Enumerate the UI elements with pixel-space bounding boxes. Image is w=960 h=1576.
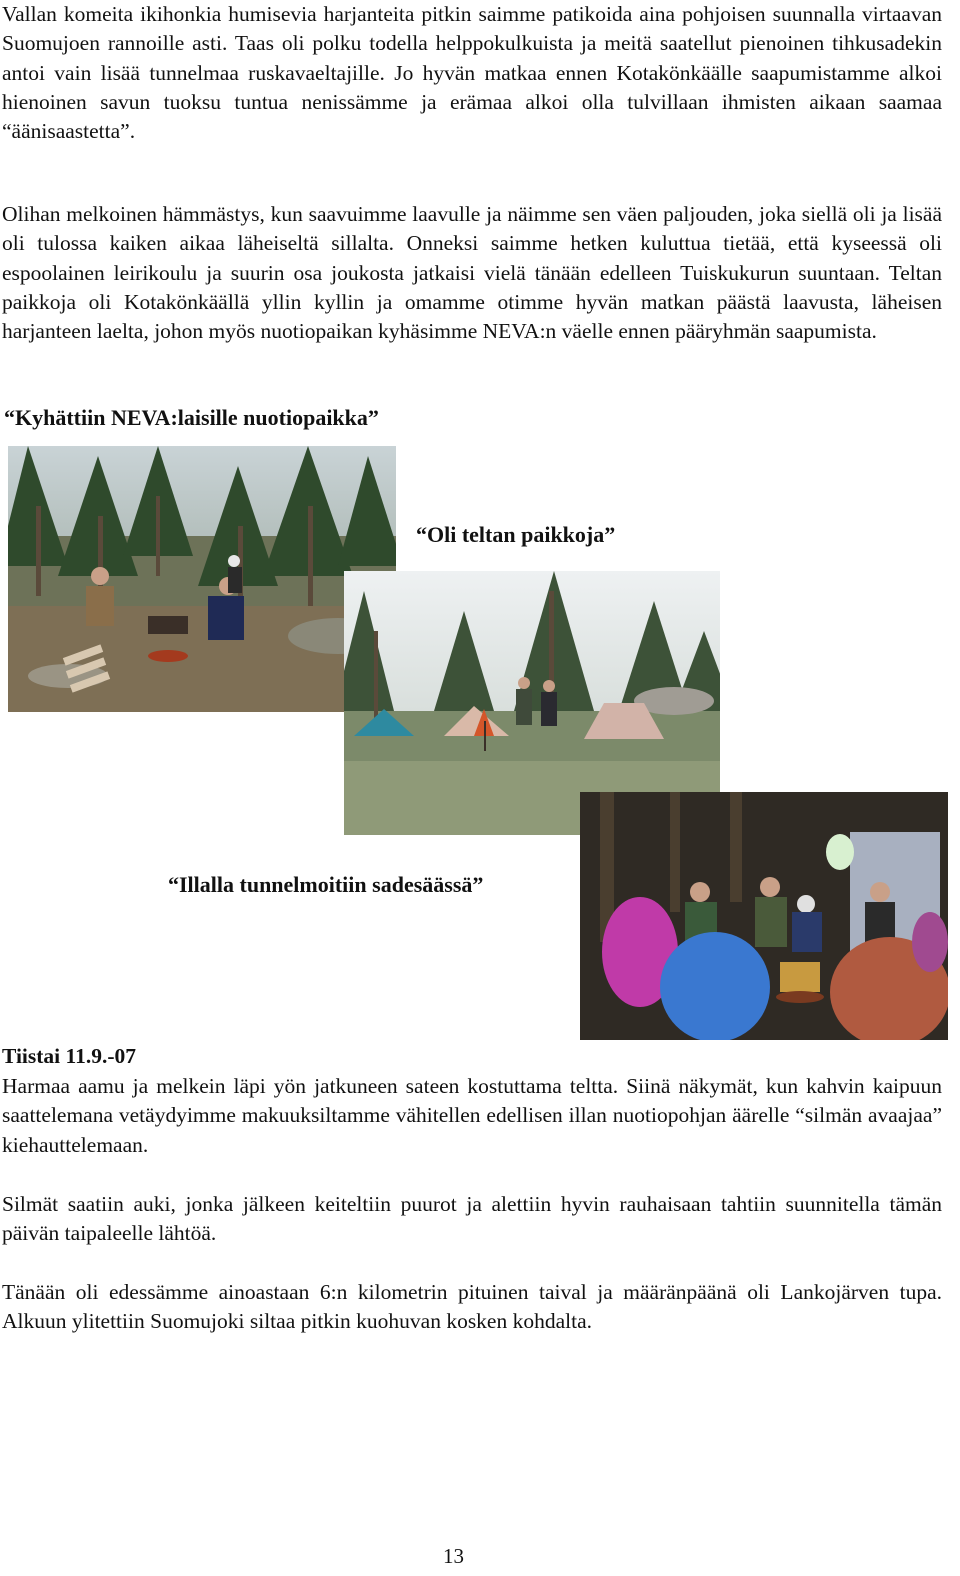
campfire-photo (8, 446, 396, 712)
rain-evening-photo (580, 792, 948, 1040)
paragraph-hike-to-kotakonkaa: Vallan komeita ikihonkia humisevia harjanteita pitkin saimme patikoida aina pohjoisen suunnalla virtaavan Suomujoen rannoille asti. Taas oli polku todella helppokulkuista ja meitä saatellut pienoinen tihkusadekin antoi vain lisää tunnelmaa ruskavaeltajille. Jo hyvän matkaa ennen Kotakönkäälle saapumistamme alkoi hienoinen savun tuoksu tuntua nenissämme ja erämaa alkoi olla tulvillaan ihmisten aikaan saamaa “äänisaastetta”. (2, 2, 942, 144)
caption-campfire: “Kyhättiin NEVA:laisille nuotiopaikka” (4, 405, 379, 430)
caption-evening-rain: “Illalla tunnelmoitiin sadesäässä” (168, 872, 484, 897)
paragraph-arrival-at-lean-to: Olihan melkoinen hämmästys, kun saavuimme laavulle ja näimme sen väen paljouden, joka siellä oli ja lisää oli tulossa kaiken aikaa läheiseltä sillalta. Onneksi saimme hetken kuluttua tietää, että kyseessä oli espoolainen leirikoulu ja suurin osa joukosta jatkaisi vielä tänään edelleen Tuiskukurun suuntaan. Teltan paikkoja oli Kotakönkäällä yllin kyllin ja omamme otimme hyvän matkan päästä laavusta, läheisen harjanteen laelta, johon myös nuotiopaikan kyhäsimme NEVA:n väelle ennen pääryhmän saapumista. (2, 202, 942, 344)
page-number: 13 (443, 1544, 464, 1568)
paragraph-todays-route: Tänään oli edessämme ainoastaan 6:n kilometrin pituinen taival ja määränpäänä oli Lankojärven tupa. Alkuun ylitettiin Suomujoki siltaa pitkin kuohuvan kosken kohdalta. (2, 1280, 942, 1334)
caption-tent-sites: “Oli teltan paikkoja” (416, 522, 616, 547)
paragraph-porridge: Silmät saatiin auki, jonka jälkeen keiteltiin puurot ja alettiin hyvin rauhaisaan tahtiin suunnitella tämän päivän taipaleelle lähtöä. (2, 1192, 942, 1246)
paragraph-grey-morning: Harmaa aamu ja melkein läpi yön jatkuneen sateen kostuttama teltta. Siinä näkymät, kun kahvin kaipuun saattelemana vetäydyimme makuuksiltamme vähitellen edellisen illan nuotiopohjan äärelle “silmän avaajaa” kiehauttelemaan. (2, 1074, 942, 1157)
date-heading: Tiistai 11.9.-07 (2, 1044, 136, 1068)
